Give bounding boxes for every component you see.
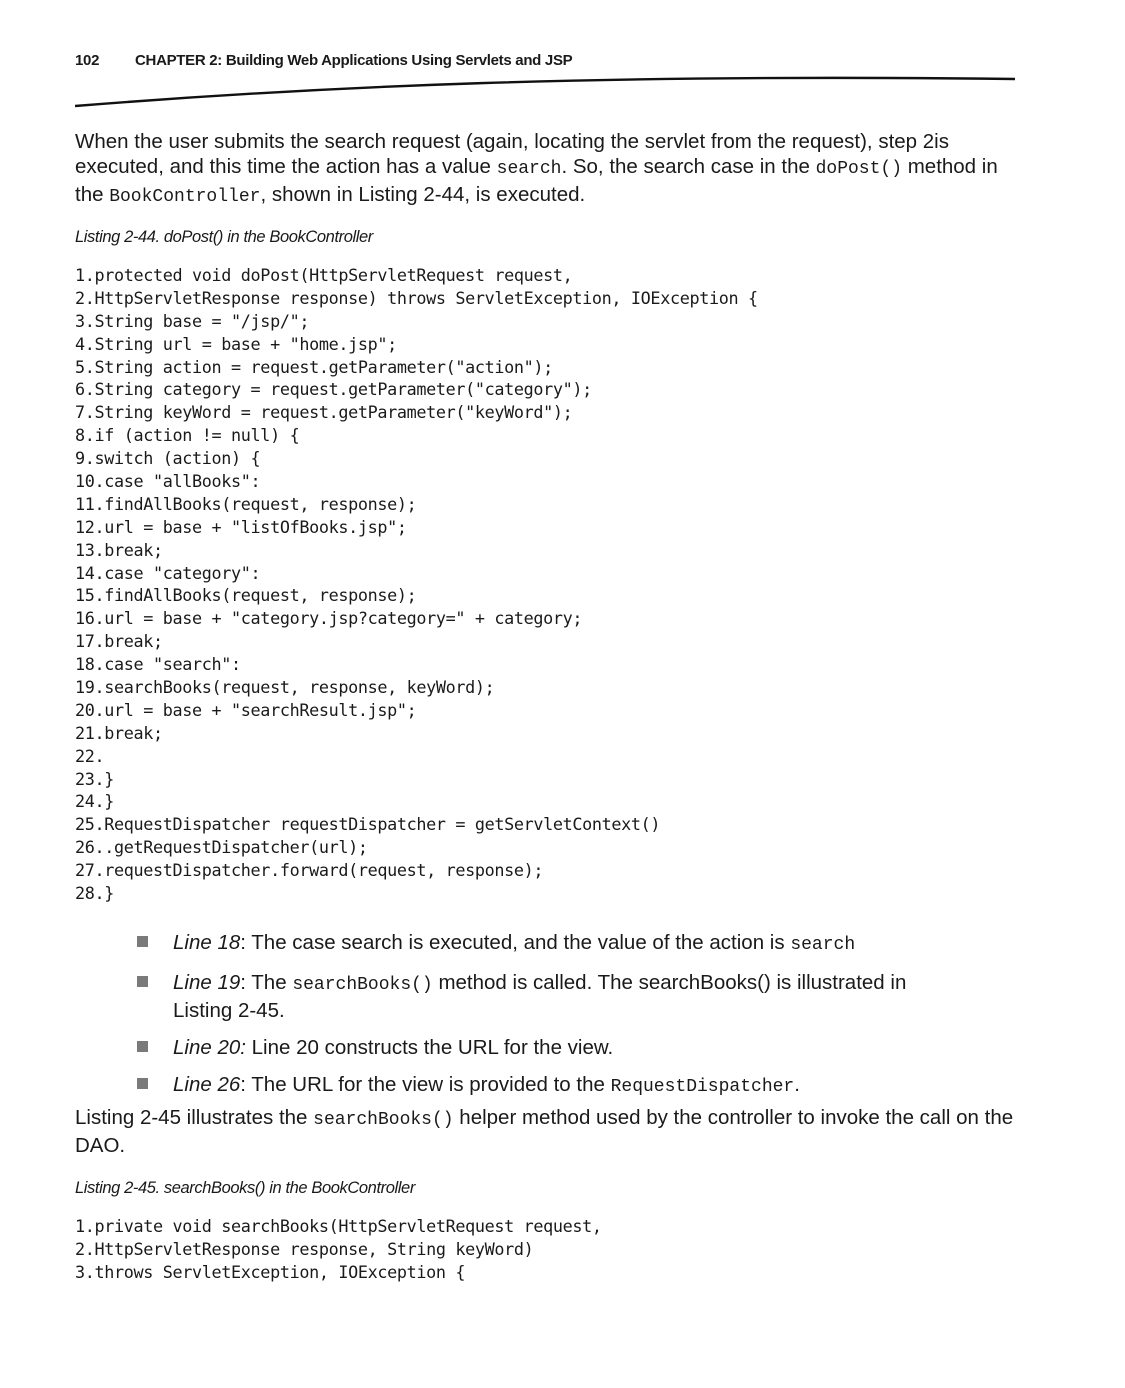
code-line: 4.String url = base + "home.jsp"; <box>75 333 397 354</box>
intro-code-bookcontroller: BookController <box>109 187 261 207</box>
header-rule <box>75 72 1015 112</box>
code-line: 23.} <box>75 768 115 789</box>
code-line: 8.if (action != null) { <box>75 425 300 446</box>
bullet-square-icon <box>137 936 148 947</box>
intro-text-2: . So, the search case in the <box>561 155 816 178</box>
listing-245-intro-paragraph <box>75 1105 1025 1158</box>
code-line: 1.protected void doPost(HttpServletRequest request, <box>75 265 573 285</box>
code-line: 24.} <box>75 791 115 812</box>
code-line: 2.HttpServletResponse response) throws ServletException, IOException { <box>75 287 758 308</box>
line-notes-list <box>137 930 937 1112</box>
intro-text-1: When the user submits the search request (again, locating the servlet from the request), step 2is executed, and this time the action has a value <box>75 130 949 178</box>
code-line: 27.requestDispatcher.forward(request, response); <box>75 860 544 881</box>
line-note-label: Line 26 <box>173 1073 241 1096</box>
code-line: 16.url = base + "category.jsp?category=" + category; <box>75 608 583 629</box>
line-note-label: Line 18 <box>173 931 241 954</box>
code-line: 7.String keyWord = request.getParameter("keyWord"); <box>75 402 573 423</box>
bullet-square-icon <box>137 1078 148 1089</box>
line-note-text: Line 20 constructs the URL for the view. <box>245 1036 614 1059</box>
code-line: 21.break; <box>75 722 163 743</box>
code-line: 2.HttpServletResponse response, String keyWord) <box>75 1238 534 1259</box>
line-note-label: Line 19 <box>173 971 241 994</box>
code-line: 1.private void searchBooks(HttpServletRequest request, <box>75 1216 602 1236</box>
code-line: 14.case "category": <box>75 562 261 583</box>
line-note-code: RequestDispatcher <box>610 1077 795 1097</box>
line-note-item <box>137 1035 937 1060</box>
para2-text-2: helper method used by the controller to invoke the call on the DAO. <box>75 1106 1014 1157</box>
intro-code-dopost: doPost() <box>815 159 903 179</box>
listing-245-caption: Listing 2-45. searchBooks() in the BookController <box>75 1179 415 1197</box>
code-line: 6.String category = request.getParameter("category"); <box>75 379 592 400</box>
bullet-square-icon <box>137 976 148 987</box>
para2-code-searchbooks: searchBooks() <box>313 1110 454 1130</box>
code-line: 3.throws ServletException, IOException { <box>75 1261 466 1282</box>
running-head <box>75 52 572 69</box>
code-line: 10.case "allBooks": <box>75 471 261 492</box>
code-line: 18.case "search": <box>75 654 241 675</box>
code-line: 22. <box>75 745 105 766</box>
line-note-text: : The URL for the view is provided to the <box>240 1073 611 1096</box>
intro-paragraph <box>75 129 1025 210</box>
chapter-title: CHAPTER 2: Building Web Applications Using Servlets and JSP <box>135 52 573 69</box>
code-line: 28.} <box>75 883 115 904</box>
line-note-tail: method is called. The searchBooks() is illustrated in Listing 2-45. <box>173 971 907 1022</box>
code-line: 5.String action = request.getParameter("action"); <box>75 356 553 377</box>
code-line: 17.break; <box>75 631 163 652</box>
intro-text-3: method in the <box>75 155 998 206</box>
line-note-label: Line 20: <box>173 1036 246 1059</box>
code-line: 26..getRequestDispatcher(url); <box>75 837 368 858</box>
code-line: 19.searchBooks(request, response, keyWord); <box>75 677 495 698</box>
line-note-tail: . <box>794 1073 800 1096</box>
intro-code-search: search <box>496 159 562 179</box>
code-line: 13.break; <box>75 539 163 560</box>
line-note-item <box>137 970 937 1023</box>
line-note-item <box>137 930 937 958</box>
code-line: 15.findAllBooks(request, response); <box>75 585 417 606</box>
code-line: 20.url = base + "searchResult.jsp"; <box>75 699 417 720</box>
code-line: 3.String base = "/jsp/"; <box>75 310 310 331</box>
listing-245-code <box>75 1215 602 1284</box>
line-note-item <box>137 1072 937 1100</box>
bullet-square-icon <box>137 1041 148 1052</box>
page-number: 102 <box>75 52 100 69</box>
line-note-text: : The <box>240 971 293 994</box>
code-line: 25.RequestDispatcher requestDispatcher = getServletContext() <box>75 814 661 835</box>
intro-text-4: , shown in Listing 2-44, is executed. <box>260 183 586 206</box>
line-note-text: : The case search is executed, and the value of the action is <box>240 931 791 954</box>
line-note-code: searchBooks() <box>292 975 433 995</box>
code-line: 11.findAllBooks(request, response); <box>75 493 417 514</box>
para2-text-1: Listing 2-45 illustrates the <box>75 1106 314 1129</box>
line-note-code: search <box>790 935 856 955</box>
code-line: 12.url = base + "listOfBooks.jsp"; <box>75 516 407 537</box>
code-line: 9.switch (action) { <box>75 448 261 469</box>
listing-244-caption: Listing 2-44. doPost() in the BookController <box>75 228 373 246</box>
listing-244-code <box>75 264 758 905</box>
